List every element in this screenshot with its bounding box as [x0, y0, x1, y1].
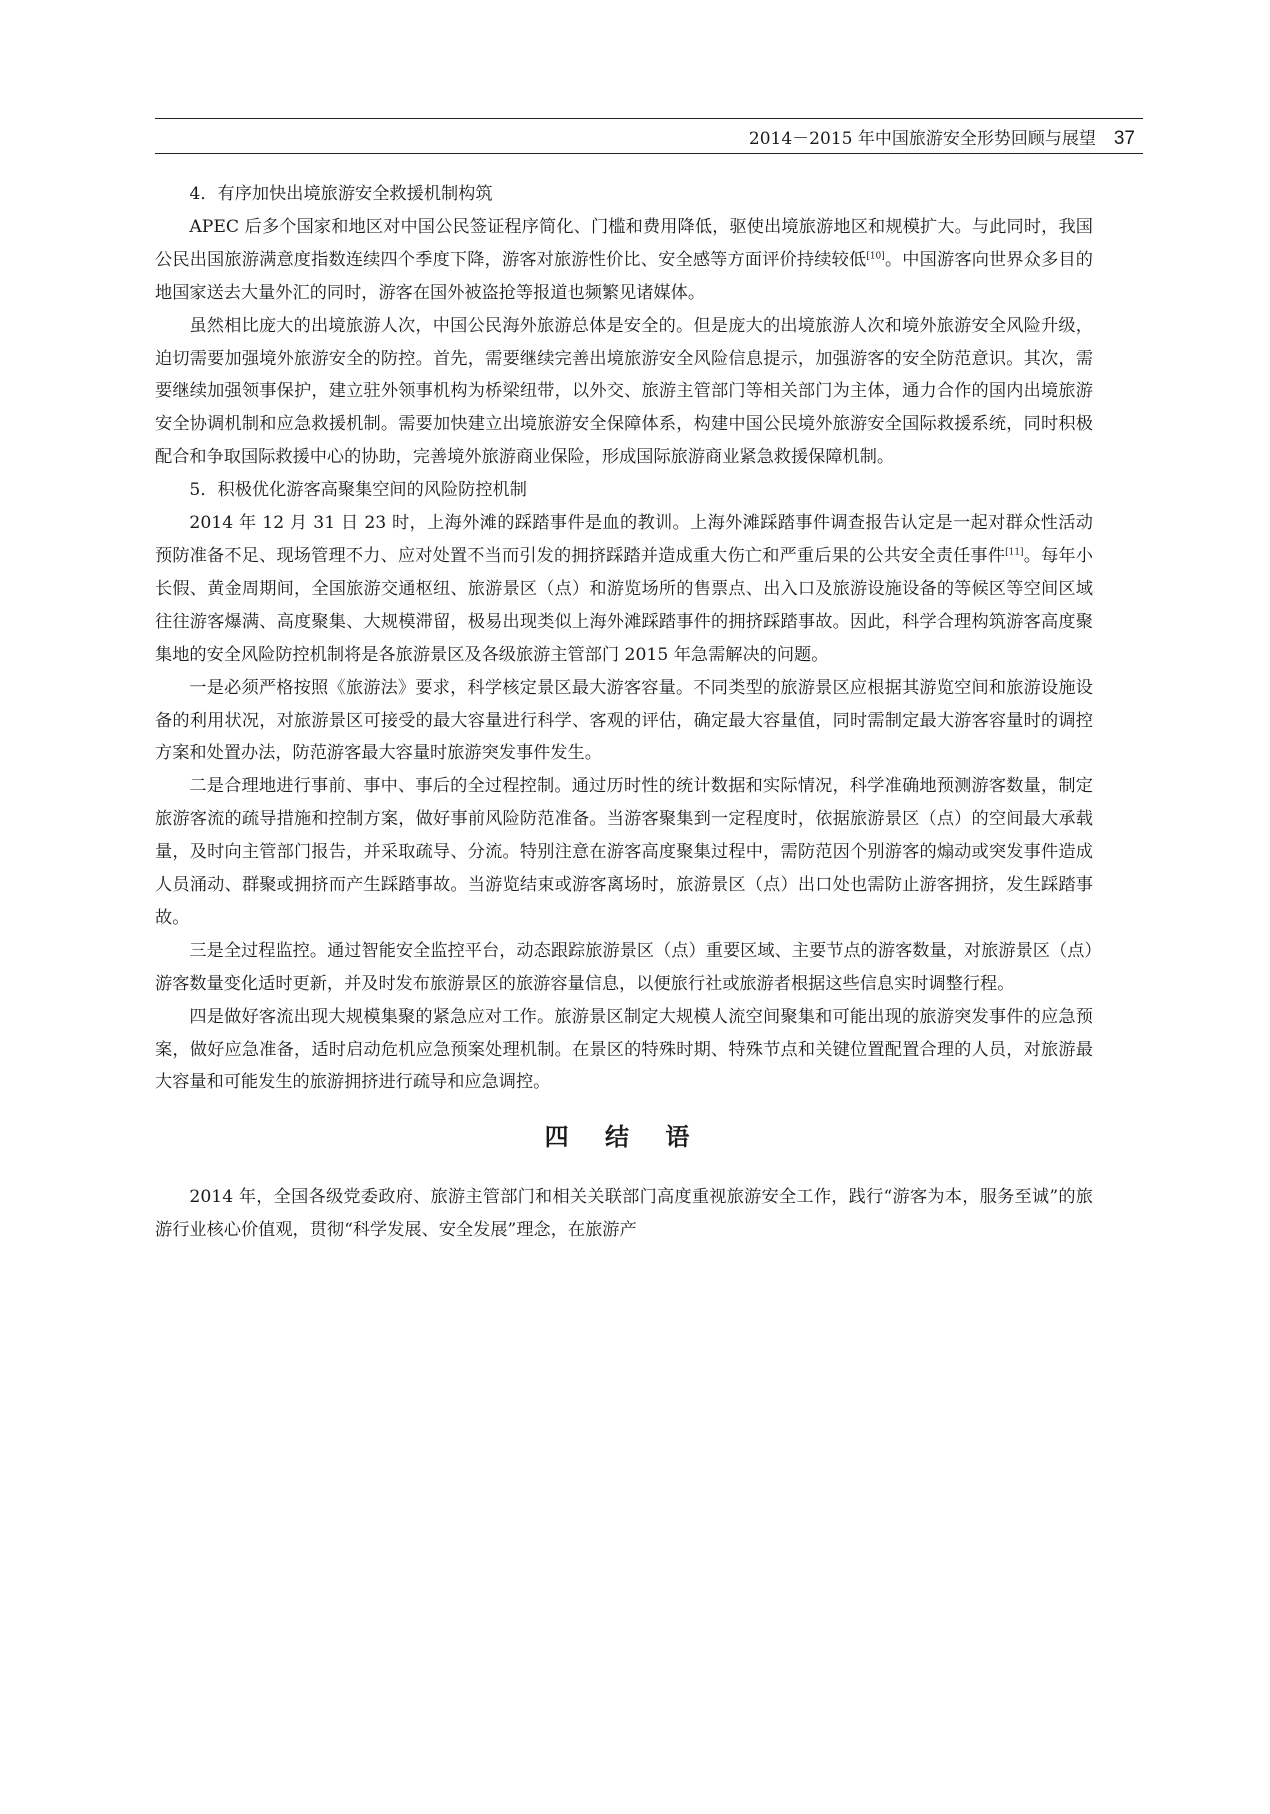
paragraph-3-text-b: 。每年小长假、黄金周期间，全国旅游交通枢纽、旅游景区（点）和游览场所的售票点、出入口及旅游设施设备的等候区等空间区域往往游客爆满、高度聚集、大规模滞留，极易出现类似上海外滩踩踏事件的拥挤踩踏事故。因此，科学合理构筑游客高度聚集地的安全风险防控机制将是各旅游景区及各级旅游主管部门 2015 年急需解决的问题。	[155, 545, 1093, 665]
citation-11: [11]	[1005, 547, 1024, 558]
subheading-5: 5．积极优化游客高聚集空间的风险防控机制	[189, 480, 527, 501]
header-line	[749, 124, 1135, 150]
running-title: 2014－2015 年中国旅游安全形势回顾与展望	[748, 129, 1096, 149]
paragraph-3	[155, 507, 1093, 672]
paragraph-1-text-b: 。中国游客向世界众多目的地国家送去大量外汇的同时，游客在国外被盗抢等报道也频繁见诸媒体。	[155, 249, 1093, 303]
paragraph-1-text-a: APEC 后多个国家和地区对中国公民签证程序简化、门槛和费用降低，驱使出境旅游地区和规模扩大。与此同时，我国公民出国旅游满意度指数连续四个季度下降，游客对旅游性价比、安全感等方面评价持续较低	[155, 216, 1093, 270]
paragraph-7: 四是做好客流出现大规模集聚的紧急应对工作。旅游景区制定大规模人流空间聚集和可能出现的旅游突发事件的应急预案，做好应急准备，适时启动危机应急预案处理机制。在景区的特殊时期、特殊节点和关键位置配置合理的人员，对旅游最大容量和可能发生的旅游拥挤进行疏导和应急调控。	[155, 1006, 1093, 1093]
paragraph-4: 一是必须严格按照《旅游法》要求，科学核定景区最大游客容量。不同类型的旅游景区应根据其游览空间和旅游设施设备的利用状况，对旅游景区可接受的最大容量进行科学、客观的评估，确定最大容量值，同时需制定最大游客容量时的调控方案和处置办法，防范游客最大容量时旅游突发事件发生。	[155, 677, 1093, 764]
paragraph-6: 三是全过程监控。通过智能安全监控平台，动态跟踪旅游景区（点）重要区域、主要节点的游客数量，对旅游景区（点）游客数量变化适时更新，并及时发布旅游景区的旅游容量信息，以便旅行社或旅游者根据这些信息实时调整行程。	[155, 940, 1093, 994]
paragraph-2: 虽然相比庞大的出境旅游人次，中国公民海外旅游总体是安全的。但是庞大的出境旅游人次和境外旅游安全风险升级，迫切需要加强境外旅游安全的防控。首先，需要继续完善出境旅游安全风险信息提示，加强游客的安全防范意识。其次，需要继续加强领事保护，建立驻外领事机构为桥梁纽带，以外交、旅游主管部门等相关部门为主体，通力合作的国内出境旅游安全协调机制和应急救援机制。需要加快建立出境旅游安全保障体系，构建中国公民境外旅游安全国际救援系统，同时积极配合和争取国际救援中心的协助，完善境外旅游商业保险，形成国际旅游商业紧急救援保障机制。	[155, 315, 1093, 468]
running-header	[155, 118, 1143, 154]
paragraph-8: 2014 年，全国各级党委政府、旅游主管部门和相关关联部门高度重视旅游安全工作，践行“游客为本，服务至诚”的旅游行业核心价值观，贯彻“科学发展、安全发展”理念，在旅游产	[155, 1187, 1093, 1241]
paragraph-3-text-a: 2014 年 12 月 31 日 23 时，上海外滩的踩踏事件是血的教训。上海外滩踩踏事件调查报告认定是一起对群众性活动预防准备不足、现场管理不力、应对处置不当而引发的拥挤踩踏并造成重大伤亡和严重后果的公共安全责任事件	[155, 513, 1093, 566]
citation-10: [10]	[866, 251, 885, 262]
paragraph-5: 二是合理地进行事前、事中、事后的全过程控制。通过历时性的统计数据和实际情况，科学准确地预测游客数量，制定旅游客流的疏导措施和控制方案，做好事前风险防范准备。当游客聚集到一定程度时，依据旅游景区（点）的空间最大承载量，及时向主管部门报告，并采取疏导、分流。特别注意在游客高度聚集过程中，需防范因个别游客的煽动或突发事件造成人员涌动、群聚或拥挤而产生踩踏事故。当游览结束或游客离场时，旅游景区（点）出口处也需防止游客拥挤，发生踩踏事故。	[155, 776, 1093, 928]
section-title: 四 结 语	[544, 1122, 704, 1152]
subheading-4: 4．有序加快出境旅游安全救援机制构筑	[189, 184, 493, 204]
page-number: 37	[1113, 128, 1135, 149]
main-text	[155, 178, 1093, 1247]
paragraph-1	[155, 211, 1093, 310]
